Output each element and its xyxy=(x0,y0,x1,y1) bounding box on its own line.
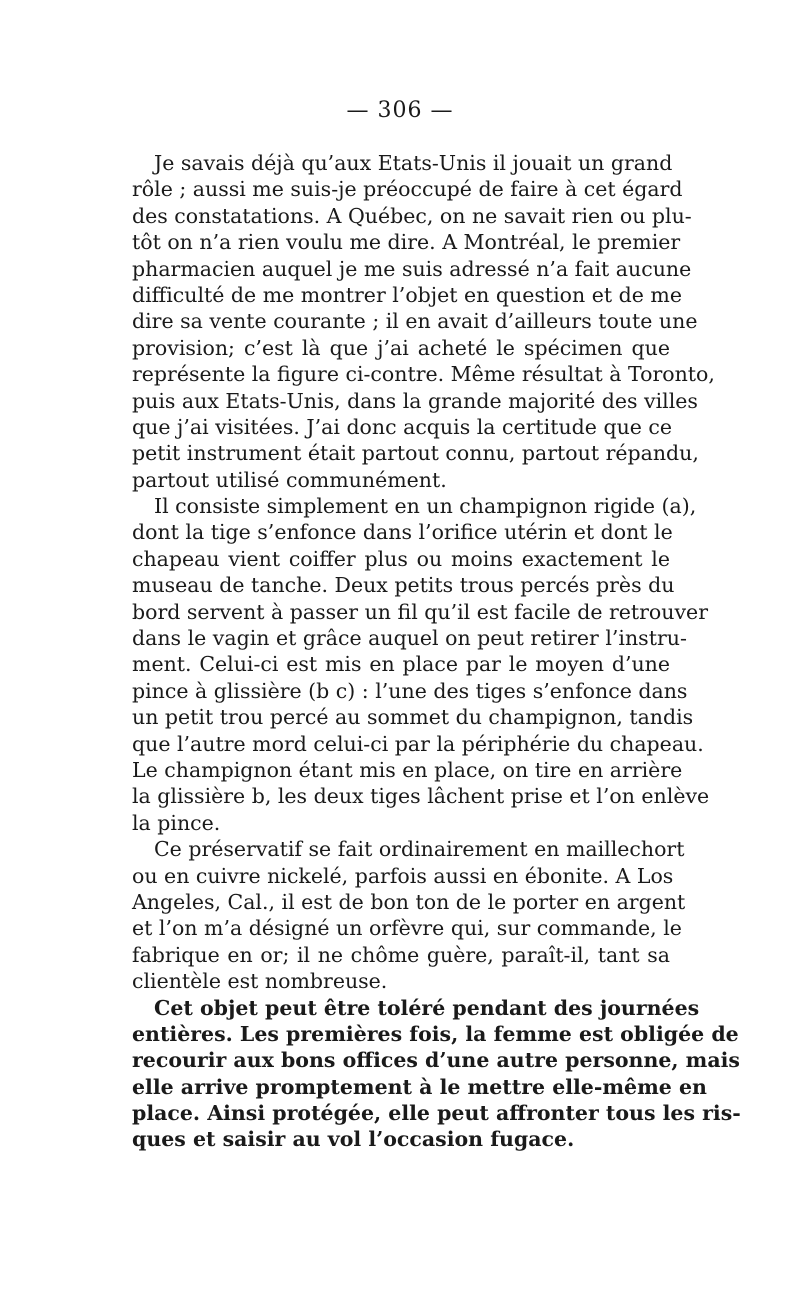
text-line: Le champignon étant mis en place, on tire en arrière xyxy=(132,757,683,782)
text-line: place. Ainsi protégée, elle peut affronter tous les ris- xyxy=(132,1101,741,1126)
text-line: fabrique en or; il ne chôme guère, paraît-il, tant sa xyxy=(132,942,670,967)
text-line: provision; c’est là que j’ai acheté le spécimen que xyxy=(132,335,670,360)
text-line: dire sa vente courante ; il en avait d’ailleurs toute une xyxy=(132,309,698,334)
text-line: et l’on m’a désigné un orfèvre qui, sur commande, le xyxy=(132,916,682,941)
body-text xyxy=(132,150,741,1153)
text-line: partout utilisé communément. xyxy=(132,467,447,492)
paragraph-4 xyxy=(132,995,741,1153)
text-line: pince à glissière (b c) : l’une des tiges s’enfonce dans xyxy=(132,678,688,703)
text-line: que l’autre mord celui-ci par la périphérie du chapeau. xyxy=(132,731,704,756)
text-line: Ce préservatif se fait ordinairement en maillechort xyxy=(154,837,685,862)
text-line: un petit trou percé au sommet du champignon, tandis xyxy=(132,705,694,730)
page-number: — 306 — xyxy=(346,98,454,123)
text-line: ment. Celui-ci est mis en place par le moyen d’une xyxy=(132,652,670,677)
text-line: Il consiste simplement en un champignon rigide (a), xyxy=(154,494,697,519)
text-line: bord servent à passer un fil qu’il est facile de retrouver xyxy=(132,599,708,624)
text-line: représente la figure ci-contre. Même résultat à Toronto, xyxy=(132,362,715,387)
text-line: dont la tige s’enfonce dans l’orifice utérin et dont le xyxy=(132,520,673,545)
text-line: tôt on n’a rien voulu me dire. A Montréal, le premier xyxy=(132,230,681,255)
text-line: la glissière b, les deux tiges lâchent prise et l’on enlève xyxy=(132,784,710,809)
text-line: petit instrument était partout connu, partout répandu, xyxy=(132,441,699,466)
text-line: chapeau vient coiffer plus ou moins exactement le xyxy=(132,546,670,571)
paragraph-1 xyxy=(132,150,715,493)
text-line: Je savais déjà qu’aux Etats-Unis il jouait un grand xyxy=(154,151,673,175)
text-line: museau de tanche. Deux petits trous percés près du xyxy=(132,573,675,598)
text-line: ou en cuivre nickelé, parfois aussi en ébonite. A Los xyxy=(132,863,674,888)
text-line: recourir aux bons offices d’une autre personne, mais xyxy=(132,1048,740,1073)
text-line: des constatations. A Québec, on ne savait rien ou plu- xyxy=(132,203,692,228)
text-line: Angeles, Cal., il est de bon ton de le porter en argent xyxy=(132,889,686,914)
text-line: puis aux Etats-Unis, dans la grande majorité des villes xyxy=(132,388,698,413)
paragraph-3 xyxy=(132,836,686,994)
text-line: Cet objet peut être toléré pendant des journées xyxy=(154,995,700,1020)
text-line: rôle ; aussi me suis-je préoccupé de faire à cet égard xyxy=(132,177,683,202)
text-line: elle arrive promptement à le mettre elle-même en xyxy=(132,1074,707,1099)
text-line: clientèle est nombreuse. xyxy=(132,969,388,994)
text-line: que j’ai visitées. J’ai donc acquis la certitude que ce xyxy=(132,414,673,439)
text-line: dans le vagin et grâce auquel on peut retirer l’instru- xyxy=(132,626,687,651)
text-line: entières. Les premières fois, la femme est obligée de xyxy=(132,1021,739,1046)
text-line: pharmacien auquel je me suis adressé n’a fait aucune xyxy=(132,256,692,281)
paragraph-2 xyxy=(132,493,710,836)
text-line: ques et saisir au vol l’occasion fugace. xyxy=(132,1127,575,1152)
text-line: difficulté de me montrer l’objet en question et de me xyxy=(132,282,682,307)
text-line: la pince. xyxy=(132,810,221,835)
